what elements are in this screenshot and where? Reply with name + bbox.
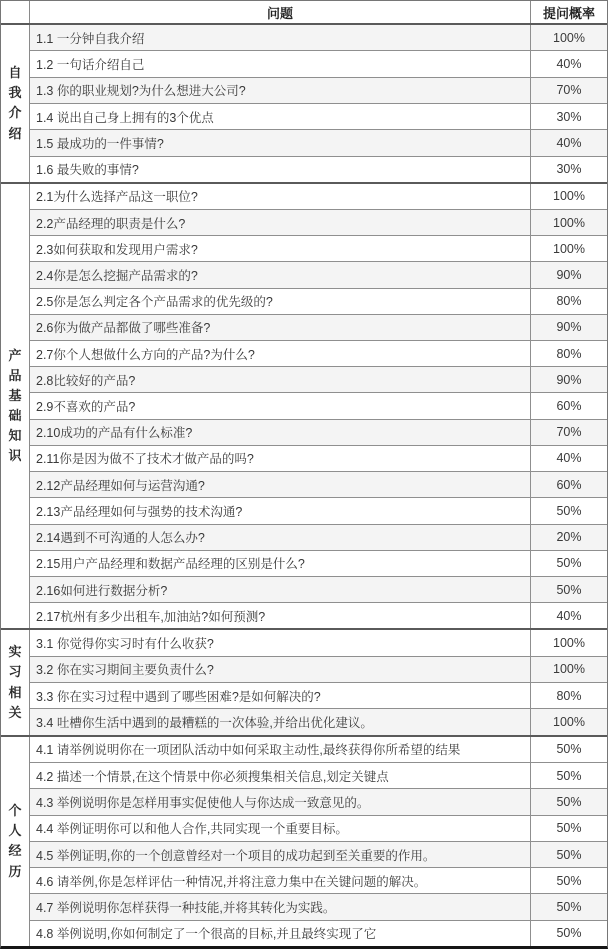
probability-cell: 80% <box>530 289 607 314</box>
probability-cell: 100% <box>530 709 607 734</box>
question-cell: 4.8 举例说明,你如何制定了一个很高的目标,并且最终实现了它 <box>36 927 377 942</box>
probability-cell: 20% <box>530 525 607 550</box>
question-cell: 2.3如何获取和发现用户需求? <box>36 242 198 257</box>
probability-cell: 70% <box>530 420 607 445</box>
question-cell: 2.4你是怎么挖掘产品需求的? <box>36 269 198 284</box>
table-row <box>30 419 607 445</box>
category-label: 个人经历 <box>8 803 22 879</box>
probability-cell: 100% <box>530 25 607 50</box>
probability-cell: 40% <box>530 446 607 471</box>
table-row <box>30 184 607 209</box>
table-row <box>30 340 607 366</box>
section-rows <box>29 630 607 735</box>
table-row <box>30 471 607 497</box>
question-column-header: 问题 <box>29 1 530 23</box>
table-row <box>30 867 607 893</box>
category-cell <box>1 184 29 628</box>
question-cell: 2.9不喜欢的产品? <box>36 400 136 415</box>
category-cell <box>1 737 29 946</box>
question-cell: 3.3 你在实习过程中遇到了哪些困难?是如何解决的? <box>36 689 321 704</box>
table-row <box>30 841 607 867</box>
question-cell: 1.4 说出自己身上拥有的3个优点 <box>36 110 214 125</box>
question-cell: 4.1 请举例说明你在一项团队活动中如何采取主动性,最终获得你所希望的结果 <box>36 743 461 758</box>
probability-cell: 100% <box>530 184 607 209</box>
question-cell: 2.8比较好的产品? <box>36 373 136 388</box>
section-4 <box>1 735 607 946</box>
question-cell: 3.1 你觉得你实习时有什么收获? <box>36 636 214 651</box>
probability-cell: 90% <box>530 262 607 287</box>
probability-cell: 80% <box>530 341 607 366</box>
question-cell: 2.12产品经理如何与运营沟通? <box>36 478 205 493</box>
probability-cell: 40% <box>530 130 607 155</box>
probability-cell: 50% <box>530 894 607 919</box>
question-cell: 2.5你是怎么判定各个产品需求的优先级的? <box>36 295 273 310</box>
probability-cell: 100% <box>530 236 607 261</box>
section-rows <box>29 737 607 946</box>
table-header-row <box>1 1 607 25</box>
table-row <box>30 497 607 523</box>
section-2 <box>1 182 607 628</box>
table-row <box>30 550 607 576</box>
probability-cell: 50% <box>530 868 607 893</box>
table-row <box>30 762 607 788</box>
table-row <box>30 288 607 314</box>
question-cell: 4.2 描述一个情景,在这个情景中你必须搜集相关信息,划定关键点 <box>36 769 389 784</box>
table-row <box>30 209 607 235</box>
probability-cell: 50% <box>530 763 607 788</box>
question-cell: 2.17杭州有多少出租车,加油站?如何预测? <box>36 609 266 624</box>
probability-cell: 50% <box>530 789 607 814</box>
table-row <box>30 576 607 602</box>
table-row <box>30 788 607 814</box>
question-cell: 2.7你个人想做什么方向的产品?为什么? <box>36 347 255 362</box>
table-row <box>30 630 607 655</box>
question-cell: 2.1为什么选择产品这一职位? <box>36 190 198 205</box>
table-row <box>30 77 607 103</box>
table-row <box>30 314 607 340</box>
category-header-spacer <box>1 1 29 23</box>
section-rows <box>29 25 607 182</box>
table-body <box>1 25 607 946</box>
probability-cell: 100% <box>530 657 607 682</box>
probability-cell: 30% <box>530 157 607 182</box>
table-row <box>30 261 607 287</box>
table-row <box>30 708 607 734</box>
probability-cell: 70% <box>530 78 607 103</box>
table-row <box>30 445 607 471</box>
section-rows <box>29 184 607 628</box>
probability-cell: 90% <box>530 367 607 392</box>
question-cell: 4.3 举例说明你是怎样用事实促使他人与你达成一致意见的。 <box>36 796 370 811</box>
probability-cell: 90% <box>530 315 607 340</box>
probability-cell: 80% <box>530 683 607 708</box>
category-label: 产品基础知识 <box>8 347 22 464</box>
probability-cell: 50% <box>530 577 607 602</box>
table-row <box>30 50 607 76</box>
question-cell: 2.6你为做产品都做了哪些准备? <box>36 321 211 336</box>
question-cell: 3.2 你在实习期间主要负责什么? <box>36 663 214 678</box>
probability-cell: 30% <box>530 104 607 129</box>
question-cell: 4.5 举例证明,你的一个创意曾经对一个项目的成功起到至关重要的作用。 <box>36 848 436 863</box>
question-cell: 1.3 你的职业规划?为什么想进大公司? <box>36 84 246 99</box>
table-row <box>30 682 607 708</box>
question-cell: 2.14遇到不可沟通的人怎么办? <box>36 531 205 546</box>
question-cell: 1.6 最失败的事情? <box>36 163 139 178</box>
probability-cell: 40% <box>530 51 607 76</box>
probability-cell: 50% <box>530 816 607 841</box>
section-3 <box>1 628 607 735</box>
section-1 <box>1 25 607 182</box>
probability-cell: 100% <box>530 630 607 655</box>
question-cell: 4.7 举例说明你怎样获得一种技能,并将其转化为实践。 <box>36 901 336 916</box>
table-row <box>30 103 607 129</box>
probability-cell: 60% <box>530 393 607 418</box>
question-cell: 1.5 最成功的一件事情? <box>36 136 164 151</box>
probability-cell: 60% <box>530 472 607 497</box>
table-row <box>30 392 607 418</box>
table-row <box>30 737 607 762</box>
category-label: 实习相关 <box>8 644 22 720</box>
probability-column-header: 提问概率 <box>530 1 607 23</box>
table-row <box>30 156 607 182</box>
question-cell: 2.13产品经理如何与强势的技术沟通? <box>36 504 243 519</box>
category-cell <box>1 25 29 182</box>
table-row <box>30 893 607 919</box>
question-cell: 2.2产品经理的职责是什么? <box>36 216 186 231</box>
question-cell: 1.2 一句话介绍自己 <box>36 57 145 72</box>
probability-cell: 50% <box>530 498 607 523</box>
probability-cell: 50% <box>530 737 607 762</box>
question-cell: 4.6 请举例,你是怎样评估一种情况,并将注意力集中在关键问题的解决。 <box>36 874 427 889</box>
question-cell: 2.10成功的产品有什么标准? <box>36 426 193 441</box>
probability-cell: 50% <box>530 921 607 946</box>
category-cell <box>1 630 29 735</box>
category-label: 自我介绍 <box>8 65 22 141</box>
table-row <box>30 920 607 946</box>
table-row <box>30 524 607 550</box>
table-row <box>30 25 607 50</box>
table-row <box>30 235 607 261</box>
question-cell: 2.11你是因为做不了技术才做产品的吗? <box>36 452 254 467</box>
question-cell: 1.1 一分钟自我介绍 <box>36 31 145 46</box>
table-row <box>30 129 607 155</box>
question-cell: 2.16如何进行数据分析? <box>36 583 168 598</box>
probability-cell: 50% <box>530 551 607 576</box>
probability-cell: 50% <box>530 842 607 867</box>
probability-cell: 100% <box>530 210 607 235</box>
table-row <box>30 602 607 628</box>
table-row <box>30 656 607 682</box>
question-cell: 4.4 举例证明你可以和他人合作,共同实现一个重要目标。 <box>36 822 348 837</box>
table-row <box>30 366 607 392</box>
probability-cell: 40% <box>530 603 607 628</box>
question-cell: 2.15用户产品经理和数据产品经理的区别是什么? <box>36 557 305 572</box>
table-row <box>30 815 607 841</box>
question-cell: 3.4 吐槽你生活中遇到的最糟糕的一次体验,并给出优化建议。 <box>36 716 373 731</box>
